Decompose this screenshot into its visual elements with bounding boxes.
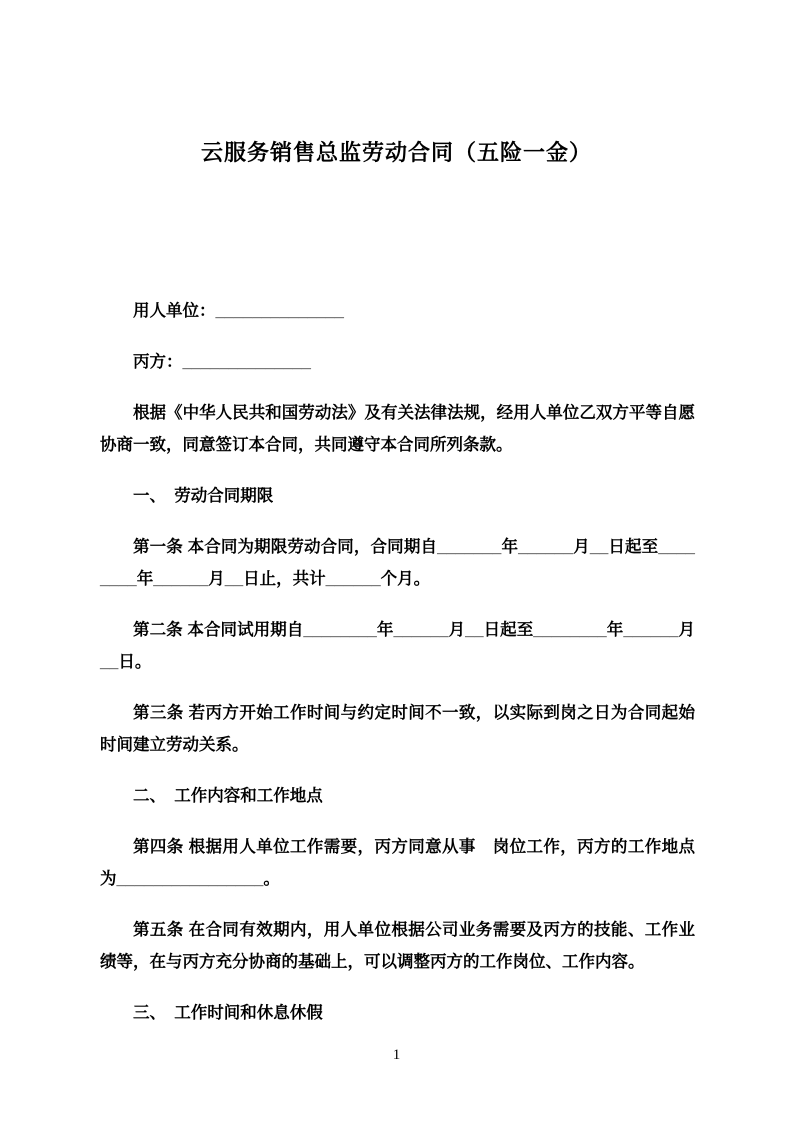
article-3-clause: 第三条 若丙方开始工作时间与约定时间不一致，以实际到岗之日为合同起始时间建立劳动关系。: [100, 704, 695, 754]
article-5-clause: 第五条 在合同有效期内，用人单位根据公司业务需要及丙方的技能、工作业绩等，在与丙方充分协商的基础上，可以调整丙方的工作岗位、工作内容。: [100, 921, 695, 971]
article-1-clause: 第一条 本合同为期限劳动合同，合同期自_______年______月__日起至________年______月__日止，共计______个月。: [100, 538, 695, 588]
document-title: 云服务销售总监劳动合同（五险一金）: [200, 140, 592, 165]
document-body: [100, 295, 695, 1029]
section-heading-3: 三、 工作时间和休息休假: [133, 1004, 323, 1022]
article-4-clause: 第四条 根据用人单位工作需要，丙方同意从事 岗位工作，丙方的工作地点为________________。: [100, 838, 695, 888]
section-heading-1: 一、 劳动合同期限: [133, 487, 274, 505]
field-party-c: 丙方：______________: [133, 353, 311, 371]
article-2-clause: 第二条 本合同试用期自________年______月__日起至________年______月__日。: [100, 621, 695, 671]
page-number: 1: [392, 1047, 401, 1063]
section-heading-2: 二、 工作内容和工作地点: [133, 787, 323, 805]
preamble-paragraph: 根据《中华人民共和国劳动法》及有关法律法规，经用人单位乙双方平等自愿协商一致，同意签订本合同，共同遵守本合同所列条款。: [100, 404, 695, 454]
field-employer: 用人单位：______________: [133, 302, 344, 320]
